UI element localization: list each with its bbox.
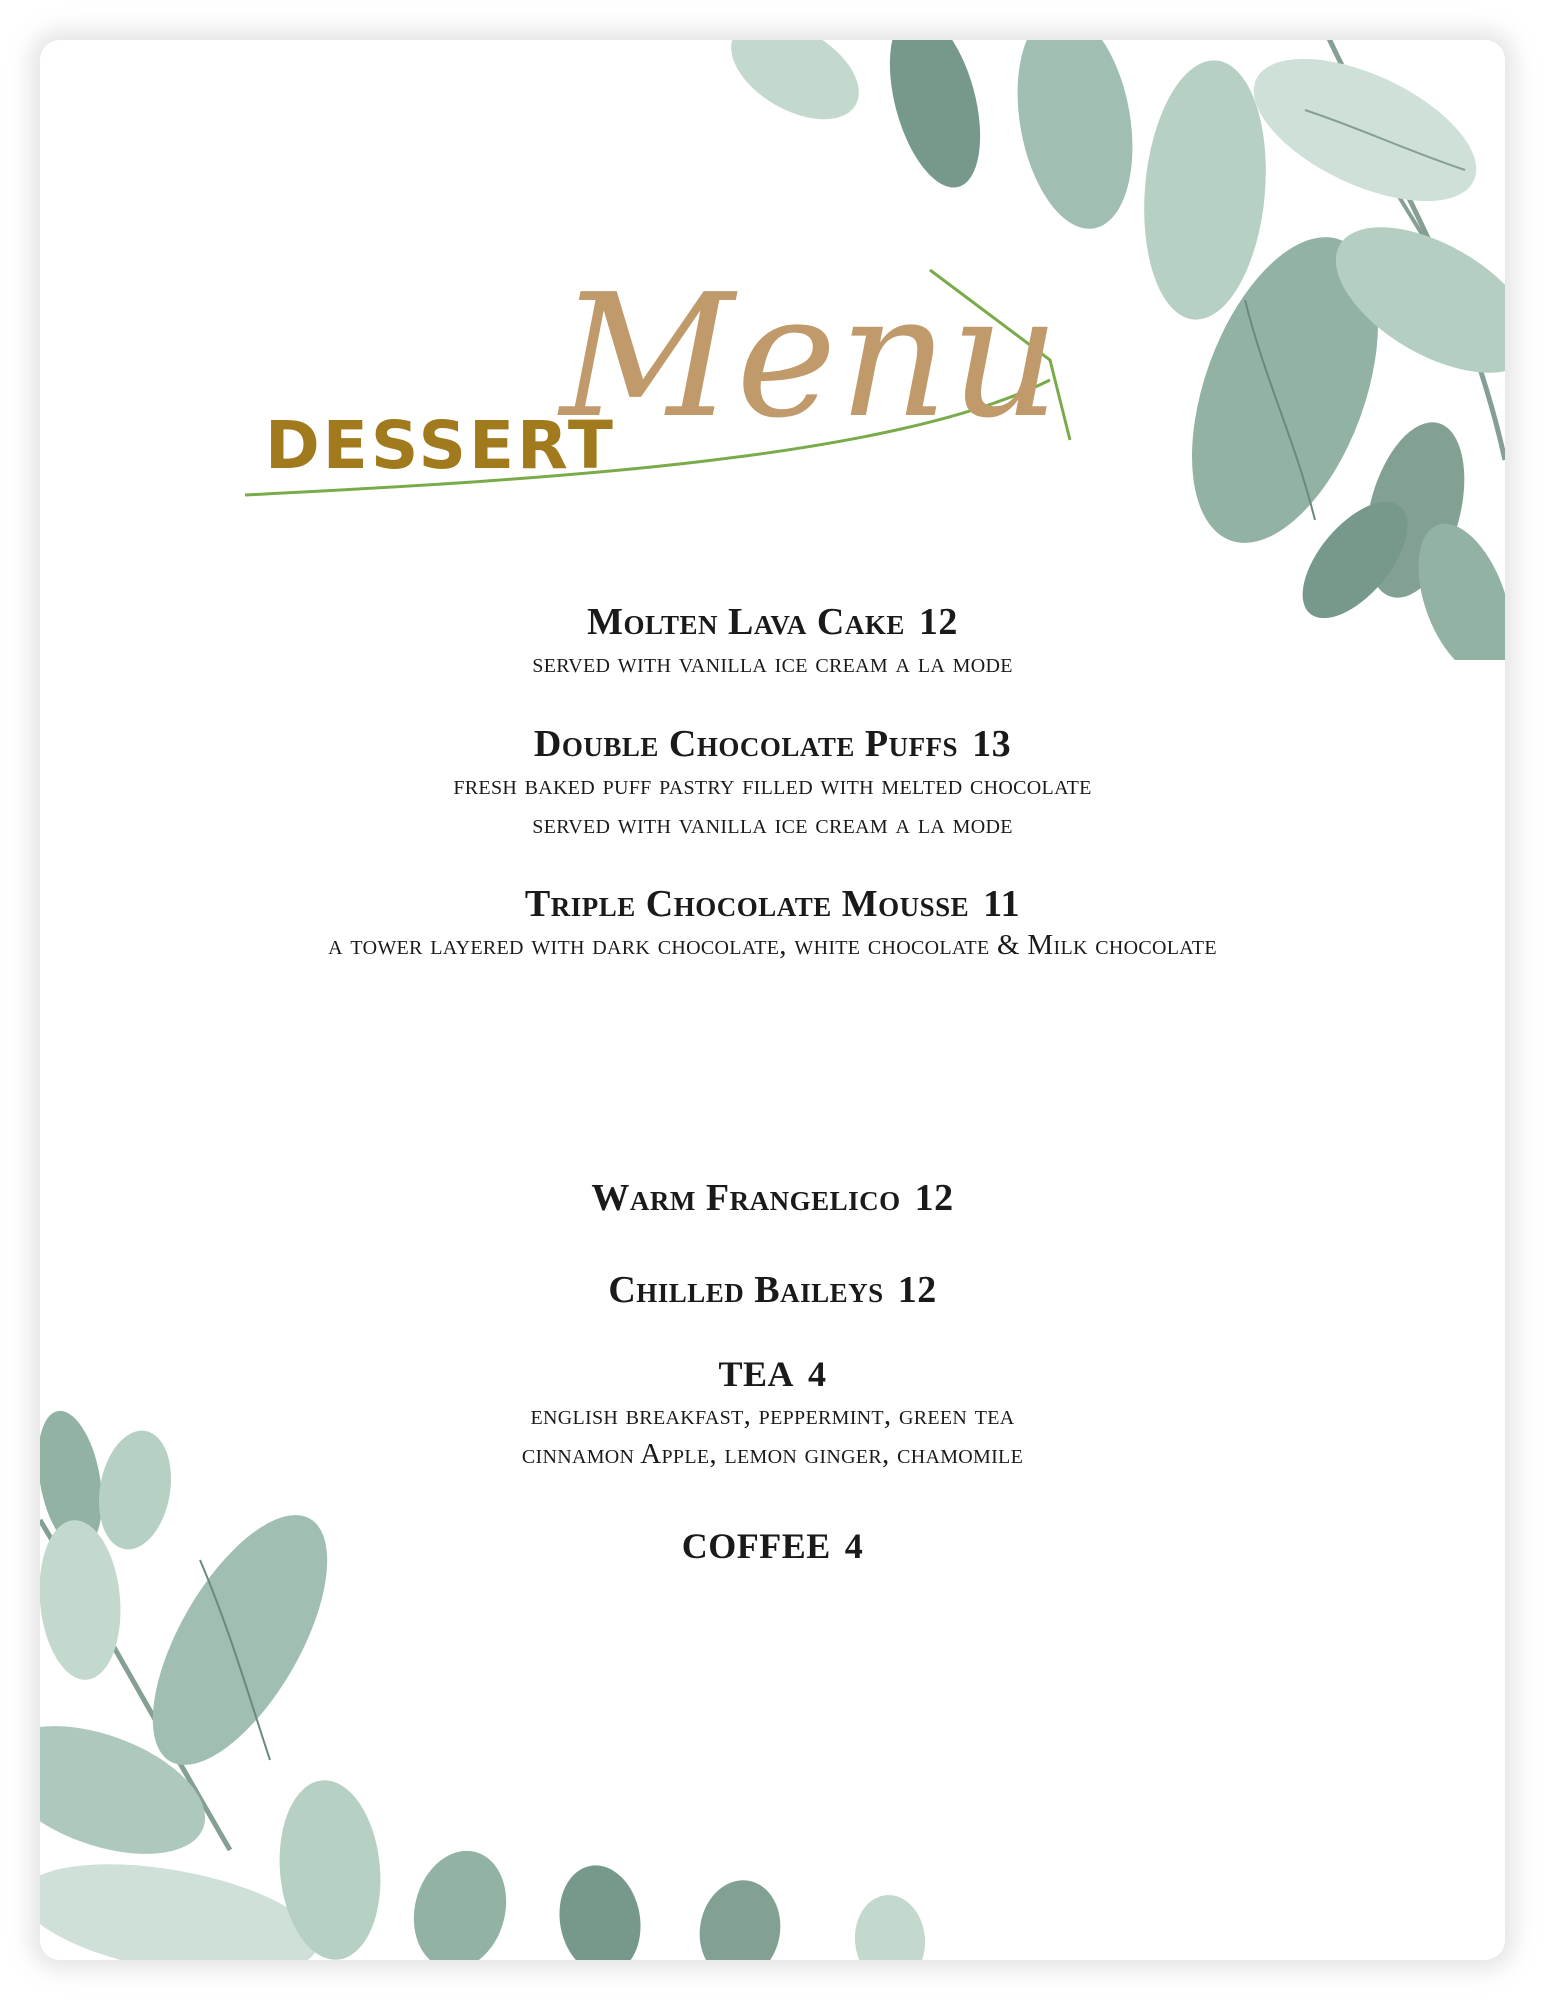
item-name: Warm Frangelico <box>591 1177 901 1219</box>
menu-item-tea <box>40 1352 1505 1474</box>
item-price: 4 <box>844 1526 864 1566</box>
menu-script-word: Menu <box>560 258 1062 456</box>
item-name: Molten Lava Cake <box>587 601 905 643</box>
title-graphic <box>40 40 1505 600</box>
item-price: 12 <box>897 1269 937 1311</box>
menu-item-coffee <box>40 1524 1505 1568</box>
menu-item-molten-lava-cake <box>40 600 1505 683</box>
item-description: fresh baked puff pastry filled with melted chocolate <box>453 769 1092 801</box>
menu-item-triple-chocolate-mousse <box>40 882 1505 965</box>
item-description: served with vanilla ice cream a la mode <box>532 808 1013 840</box>
item-description: cinnamon Apple, lemon ginger, chamomile <box>521 1438 1024 1470</box>
item-description: a tower layered with dark chocolate, white chocolate & Milk chocolate <box>328 929 1217 961</box>
item-price: 11 <box>983 883 1021 925</box>
item-name: COFFEE <box>681 1526 831 1566</box>
menu-page <box>40 40 1505 1960</box>
eucalyptus-leaves-bottom-left <box>40 1400 1000 1960</box>
dessert-word: DESSERT <box>265 407 616 484</box>
item-price: 13 <box>972 723 1012 765</box>
menu-item-chilled-baileys <box>40 1268 1505 1312</box>
item-name: TEA <box>718 1354 795 1394</box>
item-name: Chilled Baileys <box>608 1269 884 1311</box>
item-price: 12 <box>914 1177 954 1219</box>
item-description: english breakfast, peppermint, green tea <box>530 1399 1015 1431</box>
menu-item-warm-frangelico <box>40 1176 1505 1220</box>
item-name: Triple Chocolate Mousse <box>524 883 970 925</box>
item-price: 12 <box>918 601 958 643</box>
menu-title <box>40 40 1505 600</box>
item-price: 4 <box>808 1354 827 1394</box>
item-name: Double Chocolate Puffs <box>533 723 959 765</box>
menu-item-double-chocolate-puffs <box>40 722 1505 844</box>
item-description: served with vanilla ice cream a la mode <box>532 647 1013 679</box>
